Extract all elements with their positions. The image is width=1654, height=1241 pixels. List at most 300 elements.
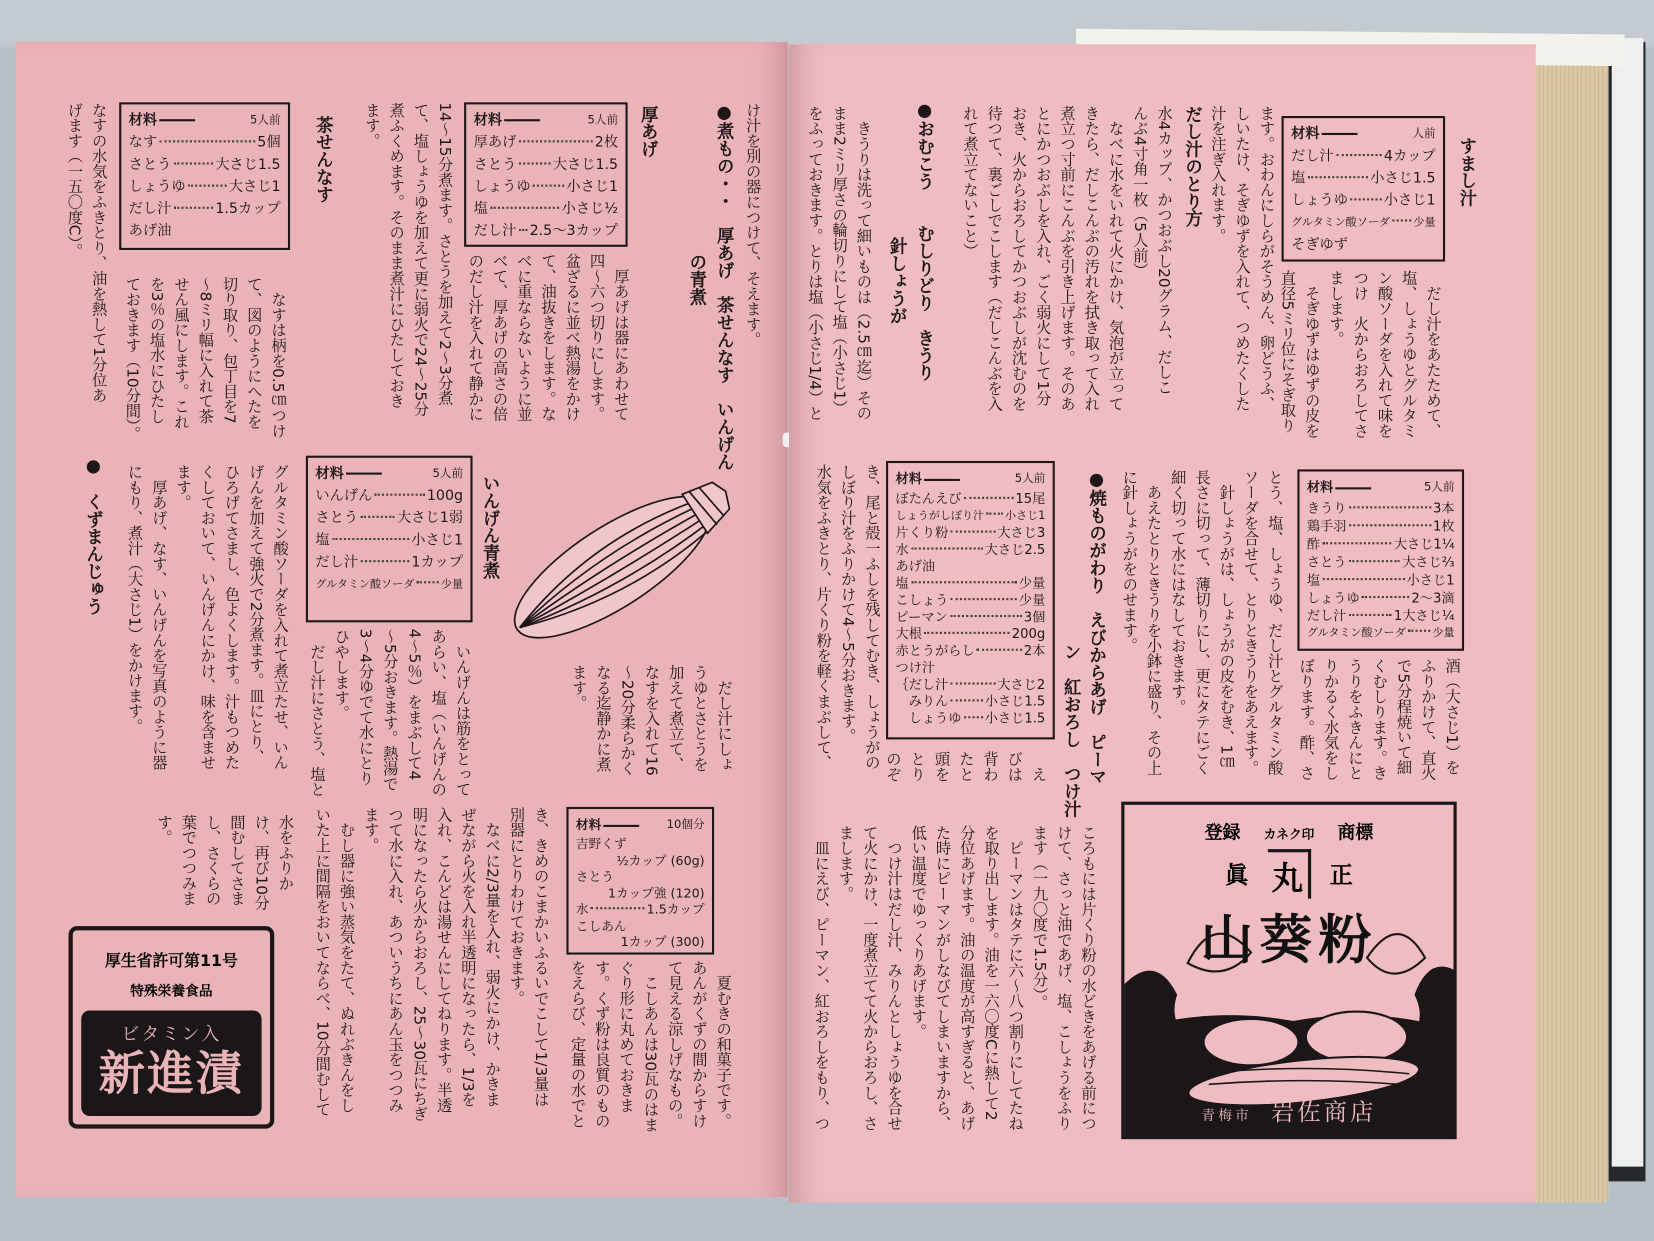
dot-leader (950, 699, 982, 701)
text-column: むし器に強い蒸気をたて、ぬれぶきんをし (337, 806, 355, 1113)
ingredient-row (896, 507, 1046, 524)
text-column: まま2ミリ厚さの輪切りにして塩（小さじ1） (830, 105, 848, 416)
ingredient-amount: 小さじ1 (411, 531, 464, 549)
ingredient-amount: 大さじ3 (997, 524, 1046, 541)
ad-shop-name: 岩佐商店 (1271, 1100, 1377, 1127)
ingredient-row (576, 918, 705, 934)
text-column: た時にピーマンがしなびてしまいますから、 (933, 824, 951, 1131)
text-column: き、尾と殻一ふしを残してむき、しょうがの (862, 464, 880, 771)
recipe-heading-ingen (477, 475, 502, 591)
text-column: まします。 (1326, 270, 1344, 347)
text-column: だし汁にさとう、塩と (308, 628, 325, 797)
text-column: 頭を (932, 751, 950, 782)
text-column: ピーマンはタテに六～八つ割りにしてたね (1006, 824, 1024, 1131)
text-column: て見える涼しげなもの。 (665, 959, 683, 1129)
dot-leader (977, 649, 1022, 651)
ingredient-row (1307, 535, 1455, 553)
ingredients-box-atsuage (464, 102, 627, 247)
ingredients-box-ingen (306, 456, 473, 623)
text-column: す。くず粉は良質のもの (592, 959, 610, 1129)
ingredient-amount: 大さじ⅔ (1402, 553, 1455, 570)
servings: 5人前 (432, 466, 464, 480)
text-column: す。 (155, 814, 172, 845)
dot-leader (964, 716, 983, 718)
recipe-text-omukou-2 (1293, 658, 1463, 816)
ingredient-row (576, 902, 705, 918)
text-column: うゆとさとうを (690, 664, 708, 772)
text-column: あえたとりときうりを小鉢に盛り、その上 (1144, 469, 1162, 776)
recipe-heading-sumashi (1454, 137, 1479, 232)
recipe-text-kuzu-end (151, 814, 297, 919)
ingredient-row (896, 609, 1046, 626)
recipe-text-atsuage (462, 253, 632, 427)
text-column: ～5分おきます。熱湯で (380, 628, 398, 792)
text-column: いた上に間隔をおいてならべ、10分間むして (313, 806, 331, 1117)
ingredient-row (1307, 571, 1455, 589)
ingredient-amount: 15尾 (1015, 490, 1046, 507)
ad-category: 特殊栄養食品 (130, 984, 213, 1000)
ad-registered: 登録 (1204, 822, 1241, 844)
dot-leader (911, 547, 983, 549)
ingredient-row (896, 575, 1046, 592)
dot-leader (1307, 176, 1368, 178)
ingredient-name: そぎゆず (1291, 236, 1349, 254)
ingredient-row (896, 490, 1046, 507)
text-column: 長さに切って、薄切りにし、更にタテにごく (1192, 469, 1210, 776)
text-column: ●おむこう むしりどり きうり (914, 100, 935, 382)
ad-brand-panel (81, 1010, 261, 1115)
section-heading-nimono (709, 102, 736, 471)
ingredients-header (1291, 124, 1436, 143)
text-column: 細く切って水にはなしておきます。 (1168, 469, 1186, 715)
text-column: グルタミン酸ソーダを入れて煮立たせ、いん (271, 464, 288, 771)
ingredient-amount: 2枚 (594, 133, 619, 151)
ingredient-row (896, 625, 1046, 642)
ingredient-amount: 3個 (1023, 608, 1046, 625)
text-column: ぼります。酢、さ (1297, 658, 1315, 781)
ingredient-name: さとう (1306, 553, 1347, 570)
ad-registration (1124, 817, 1453, 843)
section-heading-yakimono (1081, 469, 1108, 785)
ad-city: 青梅市 (1201, 1108, 1253, 1125)
ingredient-amount: 1カップ強 (120) (607, 885, 705, 901)
text-column: けて、さっと油であげ、塩、こしょうをふり (1054, 824, 1072, 1131)
ingredients-box-chasen-nasu (119, 102, 290, 250)
ad-logo-mark: 丸 (1267, 849, 1310, 899)
ingredient-row (129, 220, 281, 242)
text-column: し、さくらの (203, 814, 221, 907)
text-column: 厚あげ、なす、いんげんを写真のように器 (149, 464, 167, 771)
dot-leader (950, 598, 1016, 600)
ingredients-header (315, 464, 463, 483)
ingredient-row (896, 592, 1046, 609)
ingredient-row (896, 642, 1046, 659)
advertisement-wasabi-powder (1121, 802, 1456, 1140)
text-column: とにかつおぶしを入れ、ごく弱火にして1分 (1033, 105, 1051, 406)
text-column: 厚あげ (638, 105, 659, 158)
text-column: 4～5％）をまぶして4 (405, 628, 422, 781)
ingredients-header (129, 111, 281, 130)
text-column: 酒（大さじ1）を (1442, 658, 1460, 775)
text-column: 切り取り、包丁目を7 (220, 276, 238, 424)
ingredient-row (1307, 607, 1455, 625)
recipe-text-yakimono-2 (810, 464, 883, 802)
ingredient-name: いんげん (315, 487, 373, 505)
text-column: だし汁のとり方 (1182, 105, 1203, 228)
text-column: のだし汁を入れて静かに (466, 253, 484, 422)
text-column: け汁を別の器につけて、そえます。 (743, 102, 761, 348)
dot-leader (591, 907, 645, 909)
text-column: なすは柄を0.5㎝つけ (268, 276, 286, 439)
ingredient-row (896, 710, 1046, 727)
text-column: ン酸ソーダを入れて味を (1375, 270, 1393, 439)
ingredient-name: なす (128, 133, 158, 151)
ingredient-row (896, 524, 1046, 541)
dot-leader (950, 682, 995, 684)
text-column: ておきます（10分間）。 (123, 276, 141, 442)
ingredient-name: さとう (315, 509, 359, 527)
ingredient-name: つけ汁 (895, 659, 936, 676)
ingredient-name: 厚あげ (473, 133, 517, 151)
ingredient-amount: 少量 (1018, 574, 1046, 591)
section-subheading-omukou (884, 237, 909, 353)
ingredient-name: こしょう (895, 591, 949, 608)
ingredient-name: ピーマン (895, 608, 948, 625)
text-column: 厚あげは器にあわせて (611, 253, 629, 422)
servings: 5人前 (1423, 479, 1455, 494)
text-column: 待つて、裏ごしでこします（だしこんぶを入 (985, 105, 1003, 412)
text-column: せん風にします。これ (171, 276, 189, 430)
text-column: ン 紅おろし つけ汁 (1061, 643, 1082, 818)
ingredient-row (576, 853, 705, 869)
ingredient-name: 塩 (315, 531, 330, 549)
recipe-text-chasen-nasu-end (565, 665, 735, 797)
ingredient-amount: 1.5カップ (646, 901, 705, 917)
recipe-text-kuzu-cont (309, 807, 552, 1129)
ingredient-amount: 大さじ2.5 (984, 541, 1046, 557)
text-column: のぞ (883, 751, 901, 782)
dot-leader (911, 581, 1017, 583)
dot-leader (1362, 596, 1410, 598)
ingredient-name: みりん (895, 693, 949, 709)
dot-leader (1350, 198, 1382, 200)
text-column: あらい、塩（いんげんの (429, 628, 447, 797)
ingredient-name: 鶏手羽 (1306, 517, 1347, 534)
text-column: 直径5ミリ位にそぎ取り (1278, 270, 1296, 433)
ingredient-row (474, 198, 619, 220)
recipe-text-chasen-nasu (119, 276, 289, 445)
ingredient-row (129, 198, 281, 220)
dot-leader (1349, 506, 1431, 508)
ingredients-header (576, 815, 705, 834)
cover-edge (1612, 38, 1644, 1167)
ingredient-row (1291, 212, 1436, 234)
ingredient-row (315, 485, 463, 507)
text-column: 煮ふくめます。そのまま煮汁にひたしておき (387, 102, 404, 409)
text-column: なる迄静かに煮 (593, 664, 611, 772)
recipe-text-ingen-cont (121, 464, 291, 802)
text-column: なすの水気をふきとり、油を熱して1分位あ (89, 102, 107, 403)
advertisement-shinshinzuke (69, 926, 275, 1129)
dot-leader (950, 531, 995, 533)
text-column: 背わ (980, 751, 998, 782)
ingredient-name: 塩 (1306, 571, 1321, 588)
text-column: ます。おわんにしらがそうめん、卵どうふ、 (1257, 105, 1275, 412)
ad-shop (1124, 1095, 1453, 1128)
ingredient-amount: 大さじ1.5 (552, 156, 619, 173)
text-column: まします。 (836, 824, 854, 902)
ingredient-row (129, 132, 281, 154)
ingredient-amount: 4カップ (1383, 147, 1436, 165)
text-column: 水4カップ、かつおぶし20グラム、だしこ (1155, 105, 1172, 395)
section-subheading (684, 253, 709, 337)
text-column: 別器にとりわけておきます。 (507, 806, 525, 1006)
ingredient-row (1307, 499, 1455, 517)
ingredient-amount: 小さじ1.5 (984, 709, 1046, 726)
ingredient-name: きうり (1306, 499, 1347, 516)
text-column: 夏むきの和菓子です。 (714, 959, 731, 1129)
ad-left-char: 眞 (1225, 862, 1249, 890)
ingredients-header (896, 469, 1046, 488)
servings: 人前 (1412, 126, 1436, 141)
text-column: ひやします。 (332, 628, 350, 721)
ingredient-amount: 小さじ½ (561, 200, 619, 218)
section-heading-omukou (909, 100, 936, 416)
text-column: べに重ならないように並 (514, 253, 532, 422)
dot-leader (1336, 154, 1382, 156)
text-column: ころもには片くり粉の水どきをあげる前につ (1079, 824, 1096, 1131)
ingredient-amount: 1枚 (1432, 517, 1455, 534)
text-column: 針しょうが (887, 237, 908, 325)
ingredient-name: ぼたんえび (895, 490, 962, 507)
text-column: あんがくずの間からすけ (689, 959, 707, 1129)
ingredient-row (1307, 624, 1455, 642)
ingredient-name: グルタミン酸ソーダ (1306, 626, 1406, 640)
text-column: つて水に入れ、あついうちにあん玉をつつみ (386, 806, 403, 1113)
ingredient-name: あげ油 (895, 557, 936, 574)
recipe-heading-atsuage (635, 105, 660, 189)
dot-leader (1392, 219, 1411, 221)
text-column: たと (956, 751, 974, 782)
eggplant-illustration (496, 480, 739, 643)
ingredient-name: しょうゆ (1306, 589, 1360, 606)
text-column: くしておいて、いんげんにかけ、味を含ませ (198, 464, 216, 771)
ingredient-row (576, 886, 705, 902)
dot-leader (964, 497, 1014, 499)
ingredient-name: だし汁 (128, 200, 172, 218)
ingredient-row (1307, 517, 1455, 535)
dot-leader (924, 632, 1010, 634)
text-column: 皿にえび、ピーマン、紅おろしをもり、つ (812, 824, 830, 1131)
text-column: くむしります。き (1370, 658, 1388, 781)
ingredient-name: 大根 (895, 625, 922, 642)
dot-leader (1408, 630, 1430, 632)
text-column: をえらび、定量の水でと (568, 959, 586, 1129)
text-column: れて煮立てないこと） (960, 105, 978, 259)
dot-leader (1349, 614, 1392, 616)
ingredient-name: さとう (575, 869, 614, 884)
dot-leader (174, 207, 214, 209)
ingredient-name: 赤とうがらし (895, 642, 975, 659)
ingredient-row (576, 935, 705, 951)
ingredients-title: 材料 (1307, 478, 1371, 497)
recipe-heading-chasen-nasu (310, 116, 335, 232)
ingredient-name: ｛だし汁 (895, 676, 949, 692)
text-column: を3％の塩水にひたし (147, 276, 165, 424)
ingredient-amount: 大さじ1 (228, 178, 281, 196)
ingredient-row (1291, 168, 1436, 190)
dot-leader (1322, 542, 1392, 544)
ingredient-amount: 小さじ1 (1005, 509, 1046, 523)
ingredient-amount: 100g (426, 487, 464, 505)
ingredient-amount: 少量 (1432, 626, 1455, 640)
dot-leader (188, 185, 227, 187)
text-column: で5分程焼いて細 (1394, 658, 1412, 775)
text-column: 3～4分ゆでて水にとり (356, 628, 374, 786)
text-column: 盆ざるに並べ熱湯をかけ (563, 253, 581, 422)
ingredient-amount: 200g (1011, 625, 1046, 642)
dot-leader (374, 494, 424, 496)
ingredient-row (896, 676, 1046, 693)
text-column: 茶せんなす (313, 116, 334, 204)
text-column: んぶ4寸角一枚（5人前） (1130, 105, 1148, 278)
ingredient-amount: 小さじ1 (566, 178, 619, 196)
ingredient-row (1307, 553, 1455, 571)
ingredient-amount: 2～3滴 (1411, 589, 1455, 606)
ingredient-row (474, 176, 619, 198)
text-column: すまし汁 (1456, 137, 1477, 207)
ingredients-header (1307, 478, 1455, 497)
text-column: をふっておきます。とりは塩（小さじ1/4）と (805, 105, 823, 421)
ingredient-amount: 2本 (1023, 642, 1046, 659)
text-column: ます（一九〇度で1.5分）。 (1030, 824, 1048, 1010)
text-column: き、きめのこまかいふるいでこして1/3量は (531, 806, 549, 1107)
text-column: を取り出します。油を一六〇度Cに熱して2 (982, 824, 999, 1121)
ingredient-row (896, 693, 1046, 710)
ingredient-row (315, 530, 463, 552)
text-column: うりをふきんにと (1345, 658, 1363, 781)
ingredient-amount: 3本 (1432, 499, 1455, 516)
text-column: にもり、煮汁（大さじ1）をかけます。 (125, 464, 143, 734)
text-column: なべに2/3量を入れ、弱火にかけ、かきま (483, 806, 500, 1107)
text-column: いんげんは筋をとって (453, 628, 471, 797)
text-column: 低い温度でゆっくりあげます。 (909, 824, 927, 1039)
ingredients-title: 材料 (474, 111, 540, 130)
ingredient-name: こしあん (575, 918, 627, 933)
ingredient-row (1291, 146, 1436, 168)
ingredient-row (315, 574, 463, 596)
ingredient-name: だし汁 (1291, 147, 1334, 165)
recipe-text-atsuage-cont (359, 102, 456, 440)
ingredient-name: だし汁 (473, 222, 517, 240)
ingredients-title: 材料 (129, 111, 195, 130)
ingredient-name: さとう (128, 156, 172, 173)
ad-tagline: ビタミン入 (121, 1024, 222, 1046)
recipe-text-dashi (957, 105, 1175, 443)
ingredient-amount: 小さじ1 (1406, 571, 1455, 588)
ingredients-title: 材料 (576, 815, 639, 834)
dot-leader (416, 581, 438, 583)
ingredient-amount: 大さじ1弱 (397, 509, 464, 527)
ingredients-title: 材料 (315, 464, 381, 483)
ingredient-row (576, 869, 705, 885)
servings: 5人前 (1014, 471, 1046, 486)
ingredient-row (129, 176, 281, 198)
recipe-text-chasen-nasu-cont (61, 102, 110, 440)
text-column: なすを入れて16 (642, 664, 660, 776)
dot-leader (490, 207, 560, 209)
text-column: ひろげてさまし、色よくします。汁もつめた (222, 464, 240, 771)
ingredient-row (474, 132, 619, 154)
dot-leader (1349, 560, 1401, 562)
ingredient-name: さとう (473, 156, 517, 173)
servings: 10個分 (666, 817, 705, 832)
text-column: なべに水をいれて火にかけ、気泡が立って (1106, 105, 1124, 412)
ingredient-amount: 小さじ1 (1383, 191, 1436, 209)
text-column: げます（一五〇度C）。 (65, 102, 83, 259)
text-column: 針しょうがは、しょうがの皮をむき、1㎝ (1217, 469, 1235, 770)
ingredient-name: しょうゆ (473, 178, 531, 196)
text-column: 塩、しょうゆとグルタミ (1399, 270, 1417, 439)
recipe-heading-kuzu (78, 456, 105, 635)
text-column: 四～六つ切りにします。 (587, 253, 605, 422)
dot-leader (533, 185, 565, 187)
text-column: ● くずまんじゅう (83, 455, 104, 615)
text-column: ふりかけて、直火 (1418, 658, 1436, 781)
text-column: ～8ミリ幅に入れて茶 (196, 276, 214, 424)
ingredient-name: 片くり粉 (895, 524, 949, 541)
text-column: て火にかけ、一度煮立てて火からおろし、さ (860, 824, 878, 1131)
dot-leader (518, 162, 550, 164)
text-column: え (1029, 751, 1047, 782)
text-column: て、図のようにへたを (244, 276, 262, 430)
text-column: 葉でつつみま (179, 814, 197, 907)
ad-genuine (1124, 849, 1453, 899)
servings: 5人前 (249, 112, 281, 127)
text-column: きたら、だしこんぶの汚れを拭き取って入れ (1082, 105, 1100, 412)
ingredient-amount: 少量 (1018, 591, 1046, 608)
text-column: ます。 (362, 102, 380, 149)
ingredient-row (129, 154, 281, 176)
text-column: だし汁にしょ (715, 664, 733, 772)
ingredient-name: だし汁 (315, 553, 359, 571)
ad-product-name: 山葵粉 (1200, 909, 1378, 971)
text-column: おき、火からおろしてかつおぶしが沈むのを (1009, 105, 1027, 412)
ingredient-amount: 少量 (1413, 216, 1436, 229)
ingredient-row (474, 154, 619, 176)
ingredient-name: しょうゆ (895, 709, 962, 726)
dot-leader (332, 538, 409, 540)
text-column: げんを加えて強火で2分煮ます。皿にとり、 (246, 464, 264, 765)
ingredients-header (474, 111, 619, 130)
ingredient-amount: 1カップ (411, 553, 464, 571)
ingredient-amount: ½カップ (60g) (616, 852, 705, 868)
ingredient-amount: 2.5～3カップ (529, 222, 619, 240)
ingredient-name: しょうゆ (128, 178, 186, 196)
text-column: だし汁をあたためて、 (1423, 270, 1441, 439)
ingredient-row (315, 507, 463, 529)
recipe-text-yakimono-3 (804, 825, 1099, 1152)
ingredient-name: 水 (895, 541, 909, 557)
dot-leader (1322, 578, 1404, 580)
dot-leader (1349, 524, 1431, 526)
text-column: 水をふりか (276, 814, 294, 891)
ingredient-row (896, 659, 1046, 676)
dot-leader (986, 513, 1003, 515)
section-subheading-yakimono (1058, 643, 1083, 822)
ingredient-row (576, 836, 705, 852)
ingredient-row (1291, 234, 1436, 256)
